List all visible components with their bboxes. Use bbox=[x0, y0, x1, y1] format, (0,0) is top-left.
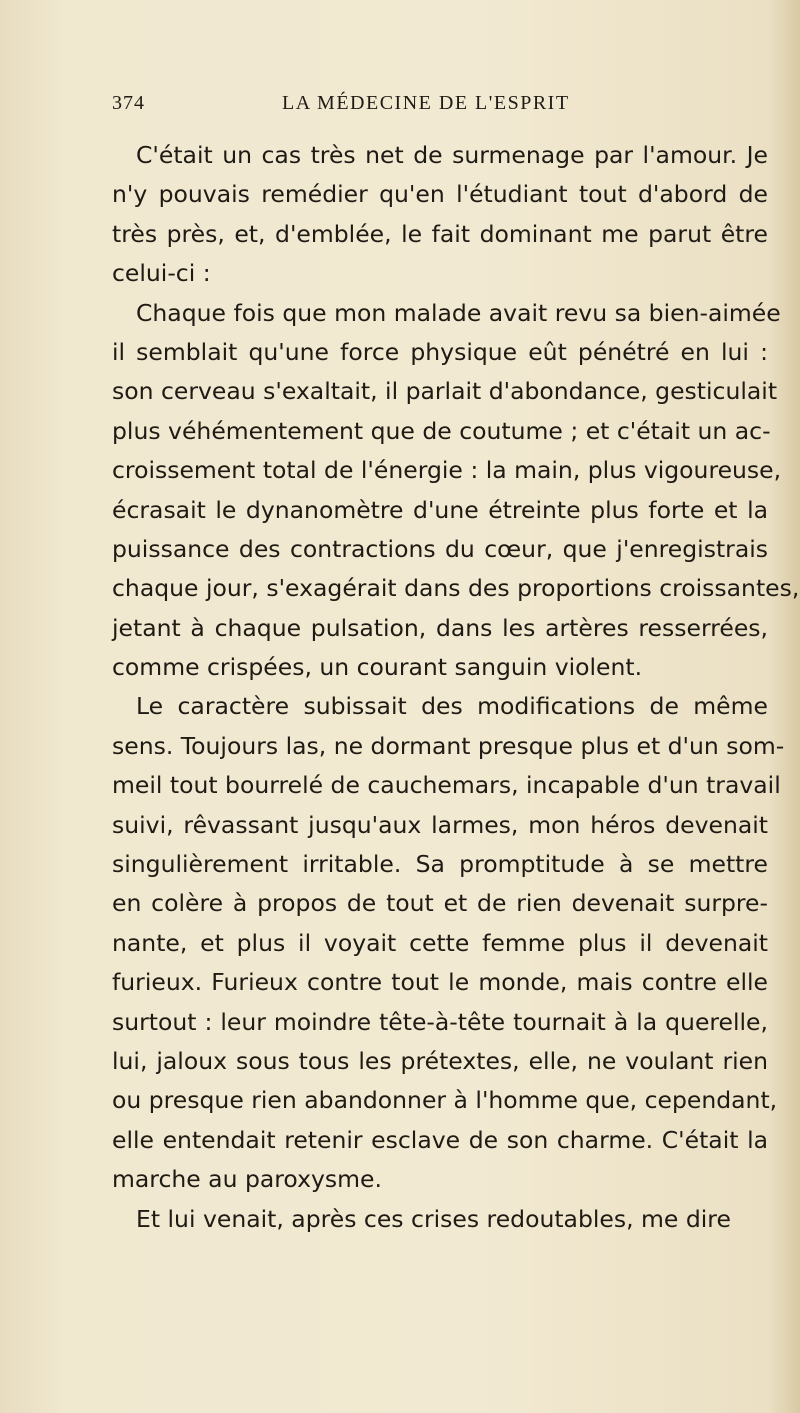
page-header bbox=[112, 92, 768, 118]
text-line: ou presque rien abandonner à l'homme que, cependant, bbox=[112, 1086, 778, 1115]
text-line: suivi, rêvassant jusqu'aux larmes, mon héros devenait bbox=[112, 810, 768, 839]
text-line: croissement total de l'énergie : la main, plus vigoureuse, bbox=[112, 456, 782, 485]
page-number: 374 bbox=[112, 92, 145, 114]
text-line: surtout : leur moindre tête-à-tête tournait à la querelle, bbox=[112, 1007, 768, 1036]
text-line: plus véhémentement que de coutume ; et c'était un ac- bbox=[112, 416, 771, 445]
paragraph bbox=[112, 1200, 768, 1239]
text-line: il semblait qu'une force physique eût pénétré en lui : bbox=[112, 337, 768, 366]
text-line: Le caractère subissait des modifications de même bbox=[136, 692, 768, 721]
text-line: singulièrement irritable. Sa promptitude à se mettre bbox=[112, 850, 768, 879]
text-line: Et lui venait, après ces crises redoutables, me dire bbox=[136, 1204, 731, 1233]
text-line: marche au paroxysme. bbox=[112, 1165, 382, 1194]
paragraph bbox=[112, 687, 785, 1199]
text-line: très près, et, d'emblée, le fait dominant me parut être bbox=[112, 219, 768, 248]
text-line: chaque jour, s'exagérait dans des proportions croissantes, bbox=[112, 574, 800, 603]
paragraph bbox=[112, 294, 800, 688]
text-line: celui-ci : bbox=[112, 259, 211, 288]
text-line: furieux. Furieux contre tout le monde, mais contre elle bbox=[112, 968, 768, 997]
text-line: jetant à chaque pulsation, dans les artères resserrées, bbox=[112, 613, 768, 642]
running-title: LA MÉDECINE DE L'ESPRIT bbox=[282, 92, 570, 114]
text-line: lui, jaloux sous tous les prétextes, elle, ne voulant rien bbox=[112, 1046, 768, 1075]
text-line: son cerveau s'exaltait, il parlait d'abondance, gesticulait bbox=[112, 377, 778, 406]
text-line: puissance des contractions du cœur, que j'enregistrais bbox=[112, 534, 768, 563]
text-line: écrasait le dynanomètre d'une étreinte plus forte et la bbox=[112, 495, 768, 524]
text-line: meil tout bourrelé de cauchemars, incapable d'un travail bbox=[112, 771, 781, 800]
text-line: C'était un cas très net de surmenage par l'amour. Je bbox=[136, 141, 768, 169]
text-line: Chaque fois que mon malade avait revu sa bien-aimée bbox=[136, 298, 781, 327]
text-line: comme crispées, un courant sanguin violent. bbox=[112, 653, 643, 682]
text-line: en colère à propos de tout et de rien devenait surpre- bbox=[112, 889, 768, 918]
text-line: sens. Toujours las, ne dormant presque plus et d'un som- bbox=[112, 731, 785, 760]
paragraph bbox=[112, 136, 768, 294]
text-line: nante, et plus il voyait cette femme plus il devenait bbox=[112, 928, 768, 957]
body-text bbox=[112, 136, 800, 1239]
text-line: n'y pouvais remédier qu'en l'étudiant tout d'abord de bbox=[112, 180, 768, 209]
text-line: elle entendait retenir esclave de son charme. C'était la bbox=[112, 1125, 768, 1154]
